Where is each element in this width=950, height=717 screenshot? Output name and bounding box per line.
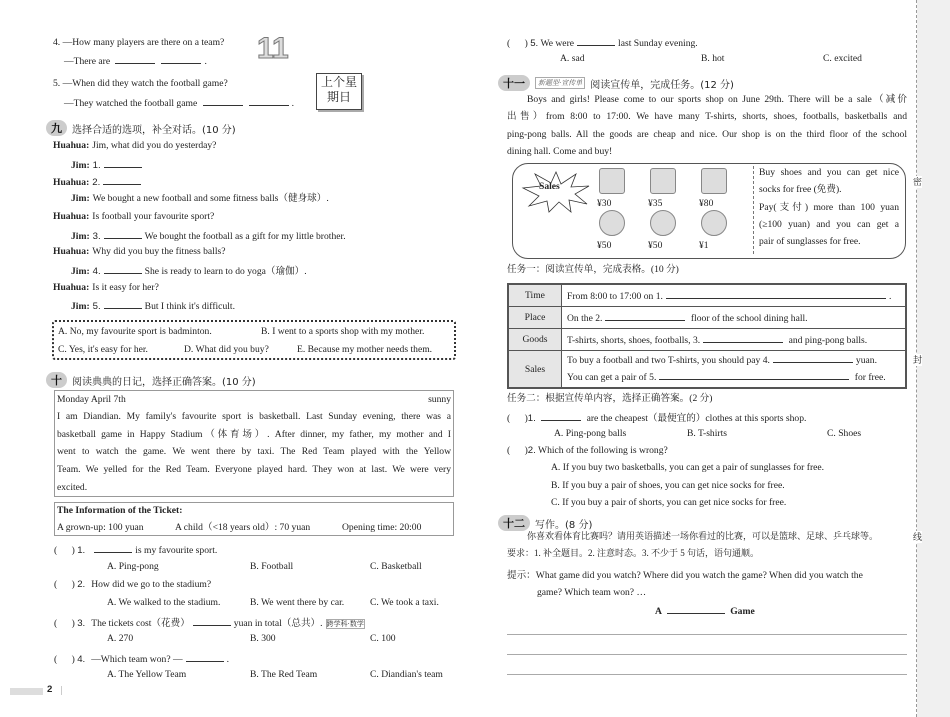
margin-label-seal: 密 bbox=[913, 177, 923, 187]
divider bbox=[753, 166, 754, 254]
question-5: 5. —When did they watch the football game? bbox=[53, 78, 228, 89]
q-text: yuan in total（总共）. bbox=[233, 617, 323, 629]
blank[interactable] bbox=[203, 96, 243, 106]
option: B. T-shirts bbox=[687, 428, 727, 439]
blank[interactable] bbox=[186, 652, 224, 662]
q-text: . bbox=[226, 653, 229, 665]
option: B. The Red Team bbox=[250, 669, 318, 681]
section-title: 阅读典典的日记，选择正确答案。(10 分) bbox=[72, 376, 256, 388]
flyer-line: 出售）from 8:00 to 17:00. We have many T-shirts, shorts, shoes, footballs, basketballs and bbox=[507, 111, 907, 123]
option: A. If you buy two basketballs, you can get a pair of sunglasses for free. bbox=[551, 462, 825, 473]
option: C. Shoes bbox=[827, 428, 862, 439]
section-number: 十一 bbox=[498, 75, 530, 91]
writing-hint-cont: game? Which team won? … bbox=[537, 587, 647, 598]
option: A. We walked to the stadium. bbox=[107, 596, 221, 608]
new-type-tag: 新题型·宣传单 bbox=[535, 77, 585, 89]
ticket-child: A child（<18 years old）: 70 yuan bbox=[175, 522, 311, 533]
margin-label-line: 线 bbox=[913, 532, 923, 542]
ticket-opening-time: Opening time: 20:00 bbox=[342, 522, 422, 533]
tshirt-icon bbox=[599, 168, 625, 194]
divider bbox=[61, 686, 62, 695]
option: C. We took a taxi. bbox=[370, 596, 439, 608]
diary-line: Team. We yelled for the Red Team. Everyone played hard. They won at last. We were very bbox=[57, 464, 451, 476]
note-line: pair of sunglasses for free. bbox=[759, 236, 861, 248]
note-line: Buy shoes and you can get nice bbox=[759, 167, 899, 178]
page-number: 2 bbox=[47, 684, 53, 695]
question: ( ) 1. is my favourite sport. bbox=[54, 545, 218, 556]
dialog-line bbox=[71, 229, 346, 243]
price: ¥50 bbox=[648, 240, 663, 251]
dialog-text: She is ready to learn to do yoga（瑜伽）. bbox=[144, 265, 307, 277]
flyer-line: Boys and girls! Please come to our sports shop on June 29th. There will be a sale（减价 bbox=[527, 94, 907, 105]
blank[interactable] bbox=[666, 289, 886, 299]
blank[interactable] bbox=[104, 158, 142, 168]
diary-line: I am Diandian. My family's favourite sport is basketball. Last Sunday evening, there was a bbox=[57, 411, 451, 422]
option: A. 270 bbox=[107, 633, 134, 645]
q-text: last Sunday evening. bbox=[618, 38, 698, 49]
option: A. The Yellow Team bbox=[107, 669, 187, 681]
title-a: A bbox=[655, 606, 662, 617]
dialog-line bbox=[71, 299, 235, 313]
section-number: 十 bbox=[46, 372, 67, 388]
option: A. sad bbox=[560, 53, 585, 64]
ping-pong-ball-icon bbox=[701, 210, 727, 236]
speaker: Huahua: bbox=[53, 140, 90, 151]
blank[interactable] bbox=[161, 54, 201, 64]
speaker: Huahua: bbox=[53, 281, 90, 293]
option: B. If you buy a pair of shoes, you can get nice socks for free. bbox=[551, 480, 785, 491]
blank[interactable] bbox=[249, 96, 289, 106]
title-game: Game bbox=[730, 606, 755, 617]
sales-label: Sales bbox=[539, 181, 560, 192]
dialog-text: 1. bbox=[92, 159, 101, 171]
options-box bbox=[52, 320, 456, 360]
q-number: 4. bbox=[77, 653, 86, 665]
dialog-text: Is football your favourite sport? bbox=[92, 210, 215, 222]
cell-text: You can get a pair of 5. bbox=[567, 372, 657, 383]
dialog-text: We bought a new football and some fitness balls（健身球）. bbox=[92, 193, 329, 205]
task-1-heading: 任务一：阅读宣传单，完成表格。(10 分) bbox=[507, 264, 679, 275]
option: B. Football bbox=[250, 560, 294, 572]
cell-text: and ping-pong balls. bbox=[788, 335, 868, 346]
speaker: Huahua: bbox=[53, 177, 90, 189]
dialog-text: 4. bbox=[92, 265, 101, 277]
q-number: 5. bbox=[530, 38, 539, 49]
writing-line[interactable] bbox=[507, 674, 907, 675]
blank[interactable] bbox=[104, 264, 142, 274]
option: C. 100 bbox=[370, 633, 396, 645]
speaker: Huahua: bbox=[53, 210, 90, 222]
football-icon bbox=[599, 210, 625, 236]
blank[interactable] bbox=[605, 311, 685, 321]
option: A. Ping-pong balls bbox=[554, 428, 627, 439]
q-text: —Which team won? — bbox=[91, 653, 183, 665]
blank[interactable] bbox=[115, 54, 155, 64]
title-blank[interactable] bbox=[667, 604, 725, 614]
task2-q1: ( )1. are the cheapest（最便宜的）clothes at this sports shop. bbox=[507, 413, 807, 424]
writing-hint: 提示：What game did you watch? Where did you watch the game? When did you watch the bbox=[507, 570, 863, 581]
diary-line: excited. bbox=[57, 481, 88, 493]
section-title: 选择合适的选项，补全对话。(10 分) bbox=[72, 124, 236, 136]
writing-prompt: 你喜欢看体育比赛吗？请用英语描述一场你看过的比赛，可以是篮球、足球、乒乓球等。 bbox=[527, 531, 879, 541]
dialog-text: Is it easy for her? bbox=[92, 281, 159, 293]
dialog-text: 5. bbox=[92, 301, 101, 313]
shorts-icon bbox=[650, 168, 676, 194]
answer-5-text: —They watched the football game bbox=[64, 98, 198, 109]
dialog-line bbox=[71, 193, 329, 205]
subject-tag: 跨学科·数学 bbox=[326, 619, 364, 628]
q-text: We were bbox=[540, 38, 575, 49]
speaker: Jim: bbox=[71, 230, 90, 242]
q-text: How did we go to the stadium? bbox=[91, 579, 212, 591]
question-4: 4. —How many players are there on a team? bbox=[53, 37, 225, 48]
diary-line: basketball game in Happy Stadium（体育场）. After dinner, my father, my mother and I bbox=[57, 428, 451, 440]
q-text: Which of the following is wrong? bbox=[538, 445, 668, 456]
blank[interactable] bbox=[104, 299, 142, 309]
question: ( ) 4. —Which team won? — . bbox=[54, 653, 229, 665]
q-number: 1. bbox=[527, 413, 536, 424]
dialog-line bbox=[53, 211, 214, 223]
task-2-heading: 任务二：根据宣传单内容，选择正确答案。(2 分) bbox=[507, 393, 713, 404]
writing-title bbox=[655, 604, 755, 618]
section-title: 阅读宣传单，完成任务。(12 分) bbox=[590, 79, 734, 91]
row-header: Place bbox=[508, 307, 562, 329]
q-number: 2. bbox=[527, 445, 536, 456]
dialog-text: But I think it's difficult. bbox=[144, 301, 235, 313]
q-text: The tickets cost（花费） bbox=[91, 617, 190, 629]
option-e: E. Because my mother needs them. bbox=[297, 344, 433, 355]
price: ¥35 bbox=[648, 198, 663, 209]
q-text: is my favourite sport. bbox=[135, 545, 218, 556]
margin-label-seal: 封 bbox=[913, 355, 923, 365]
diary-date: Monday April 7th bbox=[57, 394, 126, 405]
section-number: 十二 bbox=[498, 515, 530, 531]
section-number: 九 bbox=[46, 120, 67, 136]
basketball-icon bbox=[650, 210, 676, 236]
option: A. Ping-pong bbox=[107, 560, 159, 572]
flyer-line: ping-pong balls. All the goods are cheap and nice. Our shop is on the third floor of the school bbox=[507, 128, 907, 140]
row-header: Sales bbox=[508, 351, 562, 389]
cell-text: From 8:00 to 17:00 on 1. bbox=[567, 291, 663, 302]
writing-line[interactable] bbox=[507, 634, 907, 635]
diary-weather: sunny bbox=[428, 394, 451, 405]
sales-flyer bbox=[512, 163, 906, 259]
option: C. excited bbox=[823, 53, 862, 64]
task-table: Time From 8:00 to 17:00 on 1. . Place On the 2. floor of the school dining hall. Goods T-shirts, shorts, shoes, footballs, 3. and ping-pong balls. Sales To buy a football and two T-shirts, you should pay 4. yuan. You can get a pair of 5. for free. bbox=[507, 283, 907, 389]
shoe-icon bbox=[701, 168, 727, 194]
writing-requirements: 要求：1. 补全题目。2. 注意时态。3. 不少于 5 句话，语句通顺。 bbox=[507, 548, 760, 558]
row-header: Goods bbox=[508, 329, 562, 351]
option: B. hot bbox=[701, 53, 725, 64]
dialog-text: 3. bbox=[92, 230, 101, 242]
section-12-heading bbox=[498, 515, 592, 531]
blank[interactable] bbox=[703, 333, 783, 343]
flyer-line: dining hall. Come and buy! bbox=[507, 145, 613, 157]
writing-line[interactable] bbox=[507, 654, 907, 655]
option-b: B. I went to a sports shop with my mother. bbox=[261, 326, 425, 337]
dialog-line bbox=[71, 158, 145, 172]
dialog-line bbox=[53, 282, 159, 294]
option: B. 300 bbox=[250, 633, 276, 645]
note-line: Pay(支付) more than 100 yuan bbox=[759, 201, 899, 213]
question: ( ) 2. How did we go to the stadium? bbox=[54, 579, 212, 591]
dialog-text: Jim, what did you do yesterday? bbox=[92, 140, 217, 151]
answer-4-text: —There are bbox=[64, 56, 111, 67]
speaker: Huahua: bbox=[53, 246, 90, 258]
section-9-heading bbox=[46, 120, 236, 136]
speaker: Jim: bbox=[71, 159, 90, 171]
option: C. Basketball bbox=[370, 560, 422, 572]
dialog-line bbox=[71, 264, 307, 278]
answer-4: —There are . bbox=[64, 56, 207, 67]
blank[interactable] bbox=[541, 411, 581, 421]
option-a: A. No, my favourite sport is badminton. bbox=[58, 326, 212, 337]
question-r5: ( ) 5. We were last Sunday evening. bbox=[507, 38, 698, 49]
diary-line: went to watch the game. We went there by taxi. The Red Team played with the Yellow bbox=[57, 446, 451, 458]
option-c: C. Yes, it's easy for her. bbox=[58, 344, 148, 355]
cell-text: T-shirts, shorts, shoes, footballs, 3. bbox=[567, 335, 701, 346]
price: ¥80 bbox=[699, 198, 714, 209]
note-line: socks for free (免费). bbox=[759, 184, 842, 196]
blank[interactable] bbox=[773, 353, 853, 363]
cell-text: To buy a football and two T-shirts, you should pay 4. bbox=[567, 355, 770, 366]
option: C. Diandian's team bbox=[370, 669, 443, 681]
row-header: Time bbox=[508, 284, 562, 307]
ticket-grown-up: A grown-up: 100 yuan bbox=[57, 522, 144, 533]
section-11-heading bbox=[498, 75, 734, 91]
cell-text: On the 2. bbox=[567, 313, 603, 324]
blank[interactable] bbox=[94, 543, 132, 553]
cell-text: floor of the school dining hall. bbox=[690, 313, 808, 324]
question: ( ) 3. The tickets cost（花费） yuan in total（总共）. 跨学科·数学 bbox=[54, 617, 364, 629]
q-number: 2. bbox=[77, 579, 86, 591]
dialog-text: 2. bbox=[92, 177, 101, 189]
diary-box bbox=[54, 390, 454, 497]
q-number: 3. bbox=[77, 617, 86, 629]
task2-q2: ( )2. Which of the following is wrong? bbox=[507, 445, 668, 456]
hint-eleven-image: 11 bbox=[257, 32, 289, 65]
q-text: are the cheapest（最便宜的）clothes at this sports shop. bbox=[586, 413, 807, 424]
dialog-text: Why did you buy the fitness balls? bbox=[92, 246, 226, 258]
q-number: 1. bbox=[77, 545, 86, 556]
speaker: Jim: bbox=[71, 265, 90, 277]
option: C. If you buy a pair of shorts, you can get nice socks for free. bbox=[551, 497, 787, 508]
dialog-line bbox=[53, 140, 216, 152]
section-title: 写作。(8 分) bbox=[535, 519, 593, 531]
option: B. We went there by car. bbox=[250, 596, 345, 608]
blank[interactable] bbox=[104, 229, 142, 239]
page-bar bbox=[10, 688, 43, 695]
speaker: Jim: bbox=[71, 193, 90, 205]
blank[interactable] bbox=[103, 175, 141, 185]
speaker: Jim: bbox=[71, 301, 90, 313]
price: ¥30 bbox=[597, 198, 612, 209]
price: ¥50 bbox=[597, 240, 612, 251]
dialog-text: We bought the football as a gift for my little brother. bbox=[144, 230, 346, 242]
blank[interactable] bbox=[659, 370, 849, 380]
blank[interactable] bbox=[577, 36, 615, 46]
section-10-heading bbox=[46, 372, 256, 388]
cell-text: yuan. bbox=[855, 355, 877, 366]
option-d: D. What did you buy? bbox=[184, 344, 269, 355]
ticket-title: The Information of the Ticket: bbox=[57, 505, 183, 516]
answer-5: —They watched the football game . bbox=[64, 98, 295, 109]
dialog-line bbox=[53, 175, 144, 189]
dialog-line bbox=[53, 246, 226, 258]
blank[interactable] bbox=[193, 616, 231, 626]
hint-last-sunday-image: 上个星期日 bbox=[316, 73, 362, 110]
note-line: (≥100 yuan) and you can get a bbox=[759, 218, 899, 230]
ticket-info-box bbox=[54, 502, 454, 536]
price: ¥1 bbox=[699, 240, 709, 251]
cell-text: for free. bbox=[854, 372, 886, 383]
